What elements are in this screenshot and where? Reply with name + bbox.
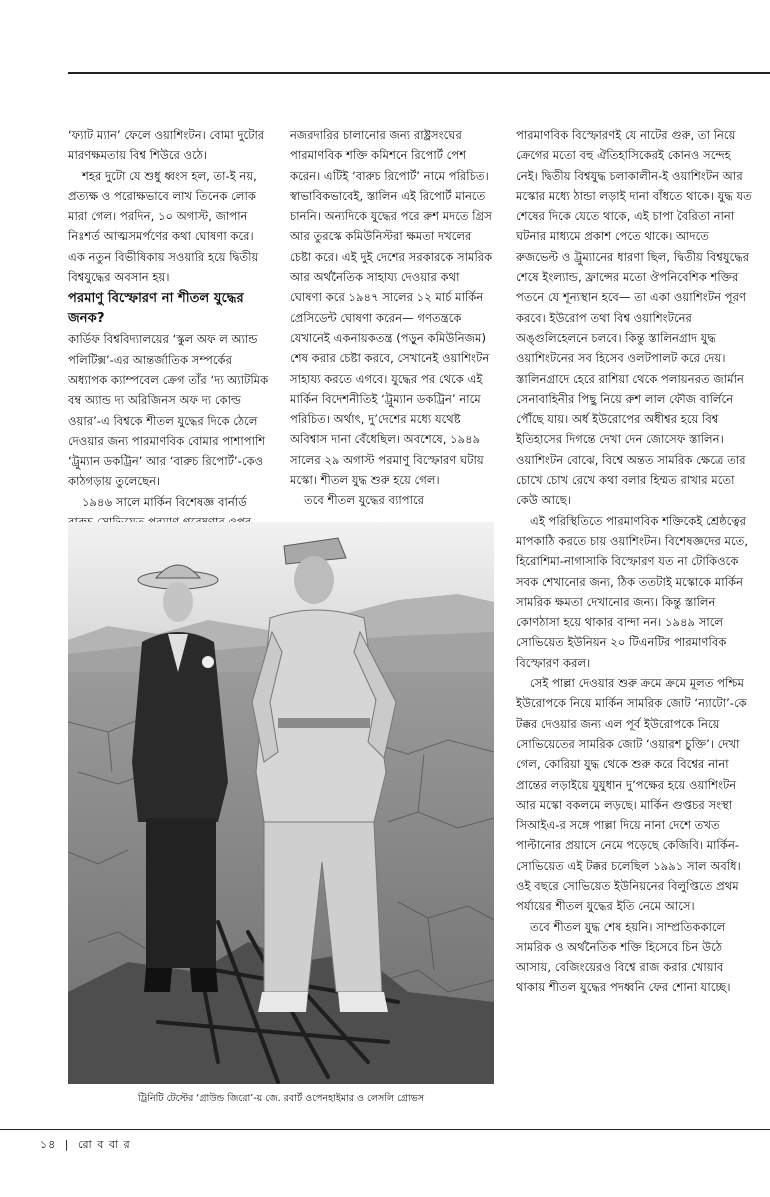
top-rule xyxy=(68,72,770,74)
paragraph: সেই পাল্লা দেওয়ার শুরু ক্রমে ক্রমে মূলত পশ্চিম ইউরোপকে নিয়ে মার্কিন সামরিক জোট ‘ন্যাটো’-কে টক্কর দেওয়ার জন্য এল পূর্ব ইউরোপকে নিয়ে সোভিয়েতের সামরিক জোট ‘ওয়ারশ চুক্তি’। দেখা গেল, কোরিয়া যুদ্ধ থেকে শুরু করে বিশ্বের নানা প্রান্তের লড়াইয়ে যুযুধান দু’পক্ষের হয়ে ওয়াশিংটন আর মস্কো বকলমে লড়ছে। মার্কিন গুপ্তচর সংস্থা সিআইএ-র সঙ্গে পাল্লা দিয়ে নানা দেশে তখত পাল্টানোর প্রয়াসে নেমে পড়েছে কেজিবি। মার্কিন-সোভিয়েত এই টক্কর চলেছিল ১৯৯১ সাল অবধি। ওই বছরে সোভিয়েত ইউনিয়নের বিলুপ্তিতে প্রথম পর্যায়ের শীতল যুদ্ধের ইতি নেমে আসে। xyxy=(516,676,747,914)
photo-caption: ট্রিনিটি টেস্টের ‘গ্রাউন্ড জিরো’-য় জে. রবার্ট ওপেনহাইমার ও লেসলি গ্রোভস xyxy=(137,1093,425,1104)
footer-separator: | xyxy=(64,1138,70,1151)
section-heading: পরমাণু বিস্ফোরণ না শীতল যুদ্ধের জনক? xyxy=(68,291,244,327)
magazine-name: রো ব বা র xyxy=(78,1138,131,1151)
paragraph: কার্ডিফ বিশ্ববিদ্যালয়ের ‘স্কুল অফ ল অ্যান্ড পলিটিক্স’-এর আন্তর্জাতিক সম্পর্কের অধ্যাপক ক্যাম্পবেল ক্রেগ তাঁর ‘দ্য অ্যাটমিক বম্ব অ্যান্ড দ্য অরিজিনস অফ দ্য কোল্ড ওয়ার’-এ বিশ্বকে শীতল যুদ্ধের দিকে ঠেলে দেওয়ার জন্য পারমাণবিক বোমার পাশাপাশি ‘ট্রুম্যান ডকট্রিন’ আর ‘বারুচ রিপোর্ট’-কেও কাঠগড়ায় তুলেছেন। xyxy=(68,332,269,489)
paragraph: ১৯৪৬ সালে মার্কিন বিশেষজ্ঞ বার্নার্ড xyxy=(82,494,247,509)
paragraph: তবে শীতল যুদ্ধের ব্যাপারে xyxy=(304,493,425,508)
paragraph: পারমাণবিক বিস্ফোরণই যে নাটের গুরু, তা নিয়ে ক্রেগের মতো বহু ঐতিহাসিকেরই কোনও সন্দেহ নেই। দ্বিতীয় বিশ্বযুদ্ধ চলাকালীন-ই ওয়াশিংটন আর মস্কোর মধ্যে ঠান্ডা লড়াই দানা বাঁধতে থাকে। যুদ্ধ যত শেষের দিকে যেতে থাকে, এই চাপা বৈরিতা নানা ঘটনার মাধ্যমে প্রকাশ পেতে থাকে। আদতে রুজভেল্ট ও ট্রুম্যানের ধারণা ছিল, দ্বিতীয় বিশ্বযুদ্ধের শেষে ইংল্যান্ড, ফ্রান্সের মতো ঔপনিবেশিক শক্তির পতনে যে শূন্যস্থান হবে— তা একা ওয়াশিংটন পূরণ করবে। ইউরোপ তথা বিশ্ব ওয়াশিংটনের অঙ্গুলিহেলনে চলবে। কিন্তু স্তালিনগ্রাদ যুদ্ধ ওয়াশিংটনের সব হিসেব ওলটপালট করে দেয়। স্তালিনগ্রাদে হেরে রাশিয়া থেকে পলায়নরত জার্মান সেনাবাহিনীর পিছু নিয়ে রুশ লাল ফৌজ বার্লিনে পৌঁছে যায়। অর্ধ ইউরোপের অধীশ্বর হয়ে বিশ্ব ইতিহাসের দিগন্তে দেখা দেন জোসেফ স্তালিন। ওয়াশিংটন বোঝে, বিশ্বে অন্তত সামরিক ক্ষেত্রে তার চোখে চোখ রেখে কথা বলার হিম্মত রাখার মতো কেউ আছে। xyxy=(516,128,752,508)
page-number: ১৪ xyxy=(40,1138,57,1151)
page-footer xyxy=(40,1136,131,1155)
article-column-3 xyxy=(516,125,752,998)
paragraph: ‘ফ্যাট ম্যান’ ফেলে ওয়াশিংটন। বোমা দুটোর মারণক্ষমতায় বিশ্ব শিউরে ওঠে। xyxy=(68,128,265,163)
article-column-1 xyxy=(68,125,272,532)
paragraph: তবে শীতল যুদ্ধ শেষ হয়নি। সাম্প্রতিককালে সামরিক ও অর্থনৈতিক শক্তি হিসেবে চিন উঠে আসায়, বেজিংয়েরও বিশ্বে রাজ করার খোয়াব থাকায় শীতল যুদ্ধের পদধ্বনি ফের শোনা যাচ্ছে। xyxy=(516,919,731,995)
article-column-2 xyxy=(290,125,494,511)
bottom-rule xyxy=(0,1129,770,1130)
paragraph: নজরদারির চালানোর জন্য রাষ্ট্রসংঘের পারমাণবিক শক্তি কমিশনে রিপোর্ট পেশ করেন। এটিই ‘বারুচ রিপোর্ট’ নামে পরিচিত। স্বাভাবিকভাবেই, স্তালিন এই রিপোর্ট মানতে চাননি। অন্যদিকে যুদ্ধের পরে রুশ মদতে গ্রিস আর তুরস্কে কমিউনিস্টরা ক্ষমতা দখলের চেষ্টা করে। এই দুই দেশের সরকারকে সামরিক আর অর্থনৈতিক সাহায্য দেওয়ার কথা ঘোষণা করে ১৯৪৭ সালের ১২ মার্চ মার্কিন প্রেসিডেন্ট ঘোষণা করেন— গণতন্ত্রকে যেখানেই একনায়কতন্ত্র (পড়ুন কমিউনিজম) শেষ করার চেষ্টা করবে, সেখানেই ওয়াশিংটন সাহায্য করতে এগবে। যুদ্ধের পর থেকে এই মার্কিন বিদেশনীতিই ‘ট্রুম্যান ডকট্রিন’ নামে পরিচিত। অর্থাৎ, দু’দেশের মধ্যে যথেষ্ট অবিশ্বাস দানা বেঁধেছিল। অবশেষে, ১৯৪৯ সালের ২৯ অগাস্ট পরমাণু বিস্ফোরণ ঘটায় মস্কো। শীতল যুদ্ধ শুরু হয়ে গেল। xyxy=(290,128,493,488)
paragraph: শহর দুটো যে শুধু ধ্বংস হল, তা-ই নয়, প্রত্যক্ষ ও পরোক্ষভাবে লাখ তিনেক লোক মারা গেল। পরদিন, ১০ অগাস্ট, জাপান নিঃশর্ত আত্মসমর্পণের কথা ঘোষণা করে। এক নতুন বিভীষিকায় সওয়ারি হয়ে দ্বিতীয় বিশ্বযুদ্ধের অবসান হয়। xyxy=(68,168,259,285)
paragraph: এই পরিস্থিতিতে পারমাণবিক শক্তিকেই শ্রেষ্ঠত্বের মাপকাঠি করতে চায় ওয়াশিংটন। বিশেষজ্ঞদের মতে, হিরোশিমা-নাগাসাকি বিস্ফোরণ যত না টোকিওকে সবক শেখানোর জন্য, ঠিক ততটাই মস্কোকে মার্কিন সামরিক ক্ষমতা দেখানোর জন্য। কিন্তু স্তালিন কোণঠাসা হয়ে থাকার বান্দা নন। ১৯৪৯ সালে সোভিয়েত ইউনিয়ন ২০ টিএনটির পারমাণবিক বিস্ফোরণ করল। xyxy=(516,513,749,670)
historical-photo xyxy=(68,522,494,1084)
